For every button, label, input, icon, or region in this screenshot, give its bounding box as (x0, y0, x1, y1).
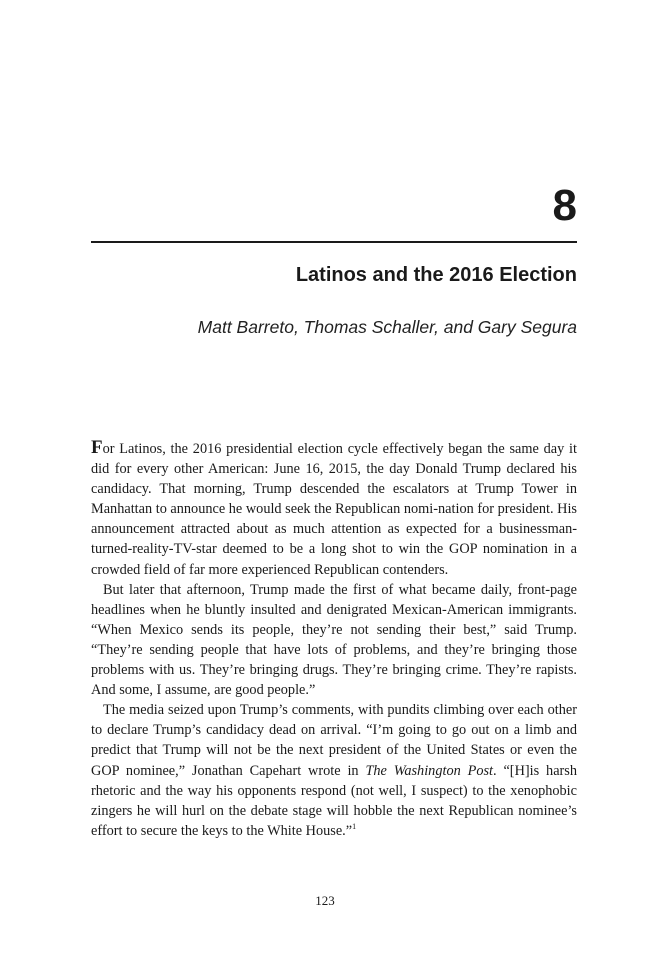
chapter-title: Latinos and the 2016 Election (295, 264, 577, 286)
chapter-heading-rule (91, 241, 577, 243)
footnote-reference[interactable]: 1 (352, 822, 357, 832)
paragraph-1 (91, 438, 577, 580)
paragraph-2: But later that afternoon, Trump made the first of what became daily, front-page headlines when he bluntly insulted and denigrated Mexican-American immigrants. “When Mexico sends its people, they’re not sending their best,” said Trump. “They’re sending people that have lots of problems, and they’re bringing those problems with us. They’re bringing drugs. They’re bringing crime. They’re rapists. And some, I assume, are good people.” (91, 581, 577, 699)
paragraph-3 (91, 700, 577, 841)
chapter-body (91, 438, 577, 841)
paragraph-3-text-after: . “[H]is harsh rhetoric and the way his opponents respond (not well, I suspect) to the xenophobic zingers he will hurl on the debate stage will hobble the next Republican nominee’s effort to secure the keys to the White House.” (91, 762, 578, 839)
paragraph-1-text: or Latinos, the 2016 presidential election cycle effectively began the same day it did for every other American: June 16, 2015, the day Donald Trump declared his candidacy. That morning, Trump descended the escalators at Trump Tower in Manhattan to announce he would seek the Republican nomi-nation for president. His announcement attracted about as much attention as expected for a businessman-turned-reality-TV-star deemed to be a long shot to win the GOP nomination in a crowded field of far more experienced Republican contenders. (91, 441, 577, 578)
paragraph-3-text-before: The media seized upon Trump’s comments, with pundits climbing over each other to declare Trump’s candidacy dead on arrival. “I’m going to go out on a limb and predict that Trump will not be the next president of the United States or even the GOP nominee,” Jonathan Capehart wrote in (91, 702, 577, 779)
chapter-authors: Matt Barreto, Thomas Schaller, and Gary Segura (197, 317, 577, 337)
publication-name: The Washington Post (365, 762, 494, 779)
chapter-number: 8 (552, 181, 577, 230)
paragraph-initial-letter: F (91, 437, 103, 458)
page-number: 123 (315, 893, 335, 908)
